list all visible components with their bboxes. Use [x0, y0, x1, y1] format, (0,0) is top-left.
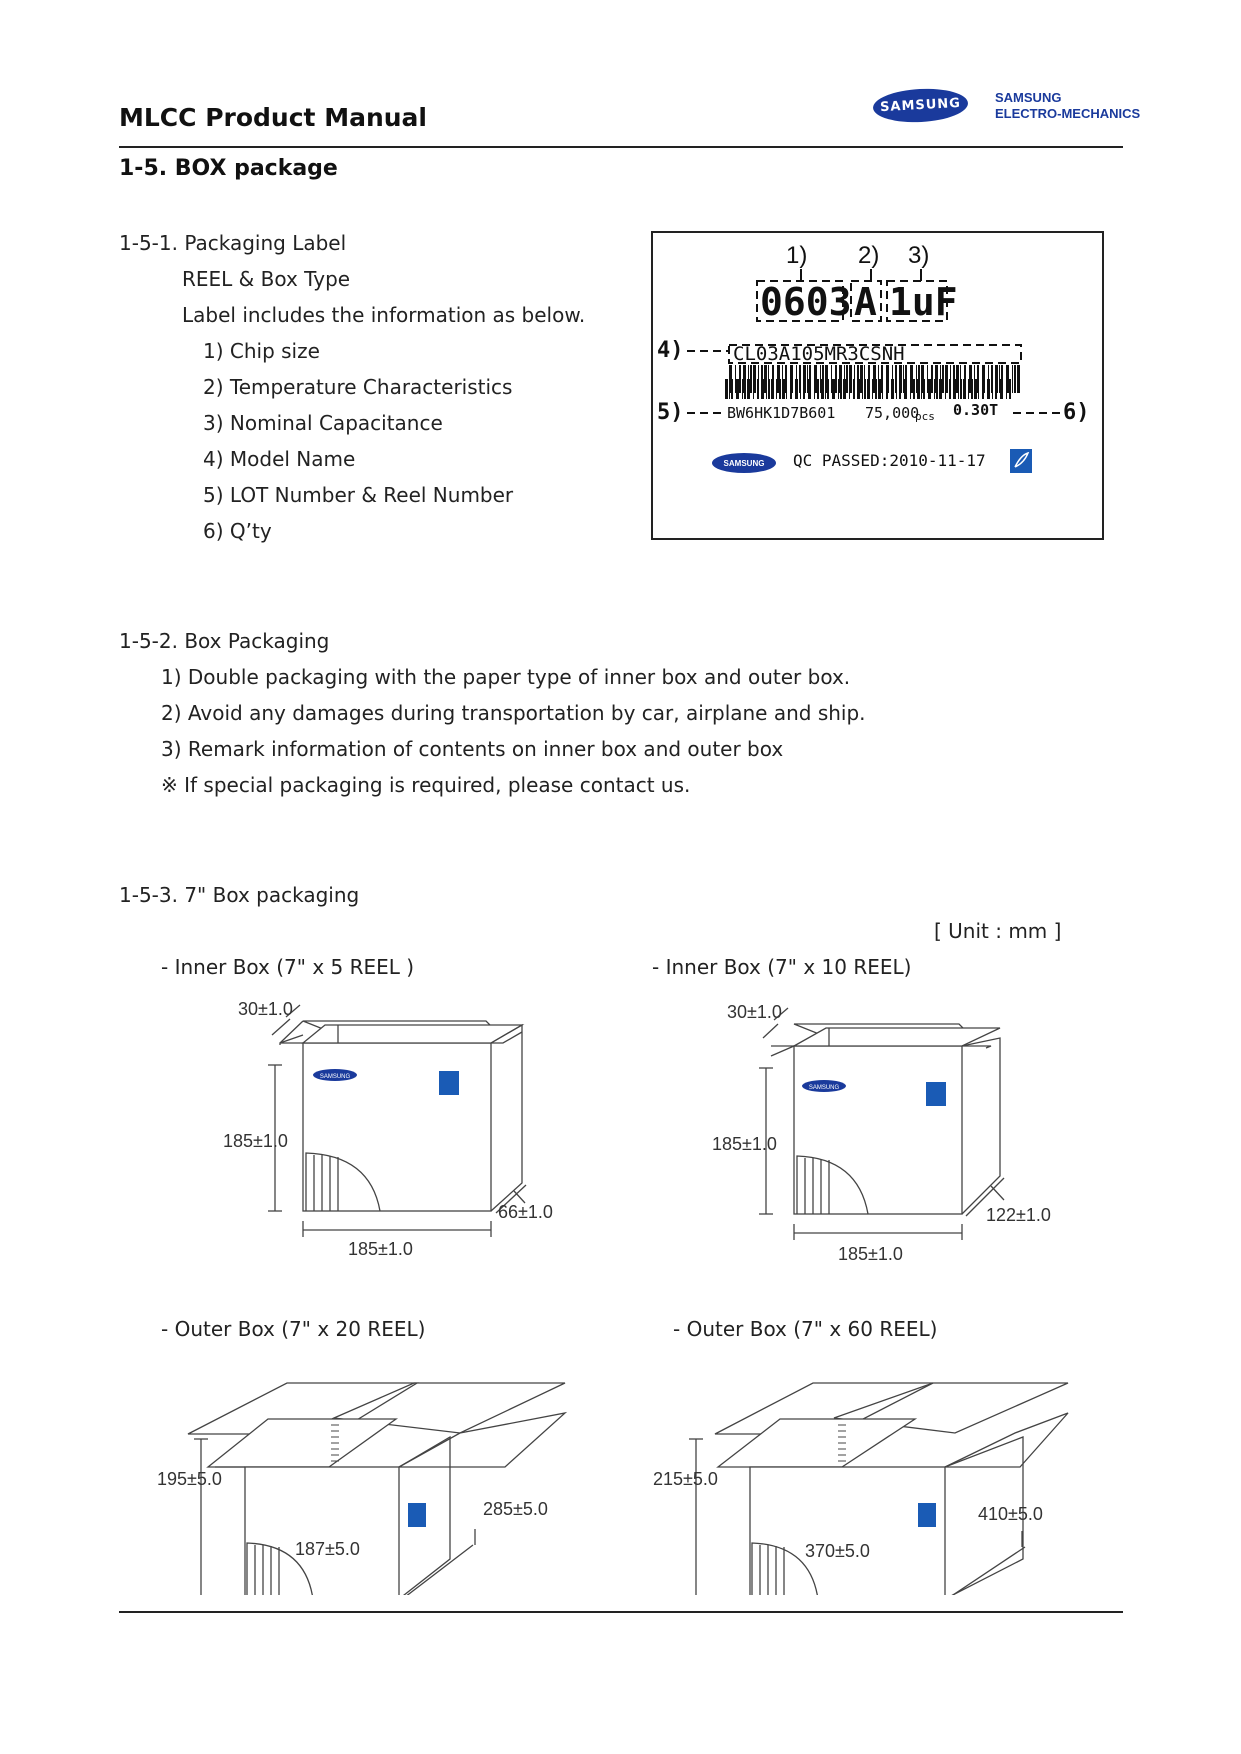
outer-box-60-caption: - Outer Box (7" x 60 REEL): [673, 1317, 938, 1341]
dim-width: 185±1.0: [838, 1244, 903, 1264]
dim-height: 185±1.0: [712, 1134, 777, 1154]
packaging-label-intro: Label includes the information as below.: [182, 303, 586, 327]
qc-text: QC PASSED:2010-11-17: [793, 451, 986, 470]
seven-inch-heading: 1-5-3. 7" Box packaging: [119, 883, 360, 907]
unit-label: [ Unit : mm ]: [934, 919, 1062, 943]
label-item: 2) Temperature Characteristics: [203, 375, 513, 399]
header-rule: [119, 146, 1123, 148]
section-title: 1-5. BOX package: [119, 156, 338, 181]
dim-top: 30±1.0: [238, 999, 293, 1019]
outer-box-20-caption: - Outer Box (7" x 20 REEL): [161, 1317, 426, 1341]
dim-top: 30±1.0: [727, 1002, 782, 1022]
marker-1: 1): [786, 242, 808, 269]
dim-depth: 410±5.0: [978, 1504, 1043, 1524]
model-text: CL03A105MR3CSNH: [733, 343, 905, 365]
box-packaging-item: 2) Avoid any damages during transportation by car, airplane and ship.: [161, 701, 866, 725]
packaging-label-heading: 1-5-1. Packaging Label: [119, 231, 347, 255]
size-text: 0603: [760, 280, 852, 324]
box-packaging-item: 3) Remark information of contents on inner box and outer box: [161, 737, 784, 761]
inner-box-10-drawing: [708, 998, 1068, 1278]
temp-text: A: [854, 280, 877, 324]
dim-width: 185±1.0: [348, 1239, 413, 1259]
dim-depth: 122±1.0: [986, 1205, 1051, 1225]
label-item: 5) LOT Number & Reel Number: [203, 483, 514, 507]
inner-box-5-caption: - Inner Box (7" x 5 REEL ): [161, 955, 415, 979]
box-packaging-heading: 1-5-2. Box Packaging: [119, 629, 330, 653]
box-packaging-item: 1) Double packaging with the paper type of inner box and outer box.: [161, 665, 851, 689]
label-logo-text: SAMSUNG: [723, 459, 765, 468]
marker-5: 5): [657, 400, 684, 425]
box-packaging-note: ※ If special packaging is required, please contact us.: [161, 773, 691, 797]
label-item: 4) Model Name: [203, 447, 356, 471]
eco-mark-icon: [408, 1503, 426, 1527]
outer-box-60-drawing: [650, 1355, 1090, 1595]
label-item: 6) Q’ty: [203, 519, 272, 543]
dim-height: 215±5.0: [653, 1469, 718, 1489]
dim-height: 195±5.0: [157, 1469, 222, 1489]
qty-unit: pcs: [915, 410, 935, 423]
qty-text: 75,000: [865, 404, 920, 422]
cap-text: 1uF: [889, 280, 958, 324]
inner-box-5-drawing: [220, 995, 570, 1275]
inner10-logo: SAMSUNG: [808, 1085, 840, 1091]
eco-mark-icon: [926, 1082, 946, 1106]
packaging-label-image: [651, 231, 1104, 540]
marker-6: 6): [1063, 400, 1090, 425]
eco-mark-icon: [439, 1071, 459, 1095]
dim-height: 185±1.0: [223, 1131, 288, 1151]
lot-text: BW6HK1D7B601: [727, 404, 836, 422]
inner5-logo: SAMSUNG: [319, 1074, 351, 1080]
samsung-logo: SAMSUNG: [872, 87, 969, 125]
label-item: 3) Nominal Capacitance: [203, 411, 443, 435]
dim-depth: 285±5.0: [483, 1499, 548, 1519]
marker-4: 4): [657, 338, 684, 363]
packaging-label-subheading: REEL & Box Type: [182, 267, 351, 291]
outer-box-20-drawing: [155, 1355, 575, 1595]
label-item: 1) Chip size: [203, 339, 320, 363]
dim-depth: 66±1.0: [498, 1202, 553, 1222]
logo-company-line2: ELECTRO-MECHANICS: [995, 106, 1141, 121]
marker-3: 3): [908, 242, 930, 269]
footer-rule: [119, 1611, 1123, 1613]
logo-company-line1: SAMSUNG: [995, 90, 1062, 105]
lot-barcode: [725, 379, 1011, 399]
eco-mark-icon: [918, 1503, 936, 1527]
dim-width: 187±5.0: [295, 1539, 360, 1559]
marker-2: 2): [858, 242, 880, 269]
page-title: MLCC Product Manual: [119, 103, 427, 132]
thickness-text: 0.30T: [953, 401, 999, 419]
dim-width: 370±5.0: [805, 1541, 870, 1561]
inner-box-10-caption: - Inner Box (7" x 10 REEL): [652, 955, 912, 979]
